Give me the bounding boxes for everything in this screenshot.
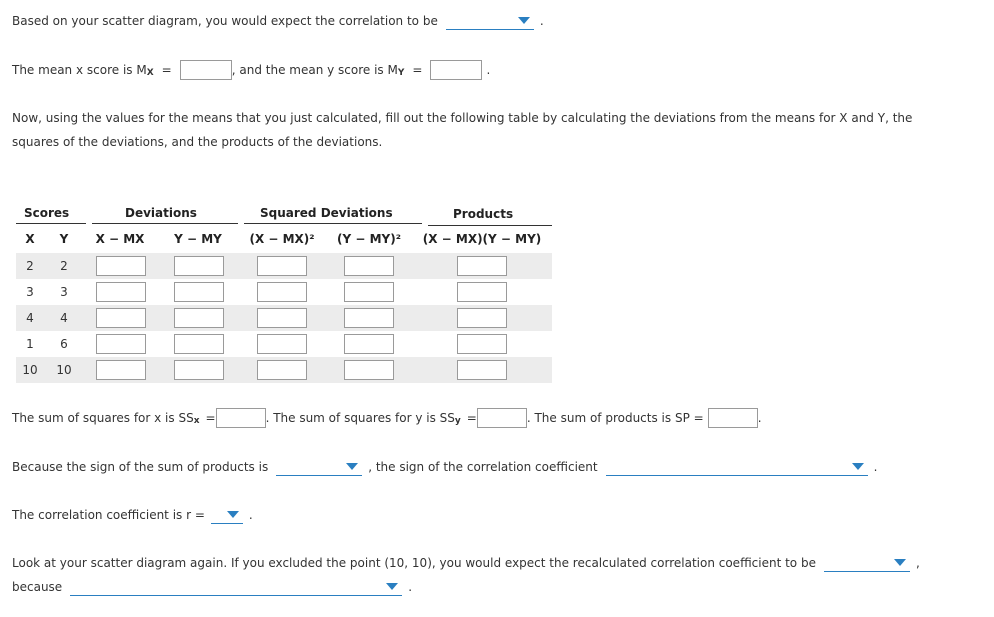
reason-dropdown[interactable] xyxy=(70,578,402,596)
ssy-input[interactable] xyxy=(477,408,527,428)
table-row xyxy=(16,357,552,383)
correlation-sign-dropdown[interactable] xyxy=(606,458,868,476)
chevron-down-icon xyxy=(518,17,530,24)
cell-y: 6 xyxy=(60,337,68,351)
col-header-products: (X − MX)(Y − MY) xyxy=(422,232,542,246)
table-row xyxy=(16,331,552,357)
sp-input[interactable] xyxy=(708,408,758,428)
col-header-x: X xyxy=(25,232,35,246)
y-squared-input[interactable] xyxy=(344,334,394,354)
x-deviation-input[interactable] xyxy=(96,282,146,302)
header-products: Products xyxy=(453,207,514,221)
correlation-expectation-text: Based on your scatter diagram, you would expect the correlation to be xyxy=(12,14,438,28)
ssx-input[interactable] xyxy=(216,408,266,428)
product-input[interactable] xyxy=(457,256,507,276)
chevron-down-icon xyxy=(894,559,906,566)
y-deviation-input[interactable] xyxy=(174,334,224,354)
product-input[interactable] xyxy=(457,360,507,380)
col-header-y-sq: (Y − MY)² xyxy=(337,232,401,246)
product-input[interactable] xyxy=(457,282,507,302)
x-deviation-input[interactable] xyxy=(96,256,146,276)
cell-x: 3 xyxy=(26,285,34,299)
header-scores: Scores xyxy=(24,206,70,220)
mean-y-input[interactable] xyxy=(430,60,482,80)
correlation-coefficient-line: The correlation coefficient is r = . xyxy=(12,508,253,522)
y-deviation-input[interactable] xyxy=(174,282,224,302)
mean-x-input[interactable] xyxy=(180,60,232,80)
col-header-x-dev: X − MX xyxy=(95,232,145,246)
x-squared-input[interactable] xyxy=(257,334,307,354)
correlation-coefficient-dropdown[interactable] xyxy=(211,506,243,524)
cell-y: 4 xyxy=(60,311,68,325)
x-squared-input[interactable] xyxy=(257,308,307,328)
col-header-y: Y xyxy=(59,232,69,246)
table-row xyxy=(16,253,552,279)
col-header-y-dev: Y − MY xyxy=(174,232,222,246)
chevron-down-icon xyxy=(852,463,864,470)
product-input[interactable] xyxy=(457,334,507,354)
product-input[interactable] xyxy=(457,308,507,328)
x-squared-input[interactable] xyxy=(257,256,307,276)
x-deviation-input[interactable] xyxy=(96,360,146,380)
header-deviations: Deviations xyxy=(125,206,197,220)
y-squared-input[interactable] xyxy=(344,360,394,380)
cell-x: 4 xyxy=(26,311,34,325)
correlation-expectation-line: Based on your scatter diagram, you would expect the correlation to be . xyxy=(12,14,544,28)
divider xyxy=(92,223,238,224)
y-deviation-input[interactable] xyxy=(174,256,224,276)
cell-x: 1 xyxy=(26,337,34,351)
chevron-down-icon xyxy=(346,463,358,470)
y-deviation-input[interactable] xyxy=(174,360,224,380)
y-squared-input[interactable] xyxy=(344,308,394,328)
recalculated-correlation-dropdown[interactable] xyxy=(824,554,910,572)
chevron-down-icon xyxy=(227,511,239,518)
cell-y: 3 xyxy=(60,285,68,299)
x-deviation-input[interactable] xyxy=(96,334,146,354)
cell-y: 2 xyxy=(60,259,68,273)
cell-x: 10 xyxy=(22,363,38,377)
divider xyxy=(428,225,552,226)
divider xyxy=(244,223,422,224)
col-header-x-sq: (X − MX)² xyxy=(249,232,315,246)
table-instructions: Now, using the values for the means that you just calculated, fill out the following table by calculating the deviations from the means for X and Y, the squares of the deviations, and the products of the deviations. xyxy=(12,111,913,149)
x-squared-input[interactable] xyxy=(257,360,307,380)
chevron-down-icon xyxy=(386,583,398,590)
sp-sign-dropdown[interactable] xyxy=(276,458,362,476)
divider xyxy=(16,223,86,224)
outlier-line: Look at your scatter diagram again. If you excluded the point (10, 10), you would expect the recalculated correlation coefficient to be , xyxy=(12,556,920,570)
cell-y: 10 xyxy=(56,363,72,377)
sign-line: Because the sign of the sum of products is , the sign of the correlation coefficient . xyxy=(12,460,878,474)
correlation-expectation-dropdown[interactable] xyxy=(446,12,534,30)
y-squared-input[interactable] xyxy=(344,256,394,276)
x-squared-input[interactable] xyxy=(257,282,307,302)
table-row xyxy=(16,305,552,331)
cell-x: 2 xyxy=(26,259,34,273)
x-deviation-input[interactable] xyxy=(96,308,146,328)
y-squared-input[interactable] xyxy=(344,282,394,302)
header-squared-deviations: Squared Deviations xyxy=(260,206,393,220)
table-row xyxy=(16,279,552,305)
y-deviation-input[interactable] xyxy=(174,308,224,328)
sums-line: The sum of squares for x is SS x = . The sum of squares for y is SS y = . The sum of products is SP = . xyxy=(12,408,762,428)
means-line: The mean x score is M X = , and the mean y score is M Y = . xyxy=(12,60,490,80)
because-line: because . xyxy=(12,580,413,594)
